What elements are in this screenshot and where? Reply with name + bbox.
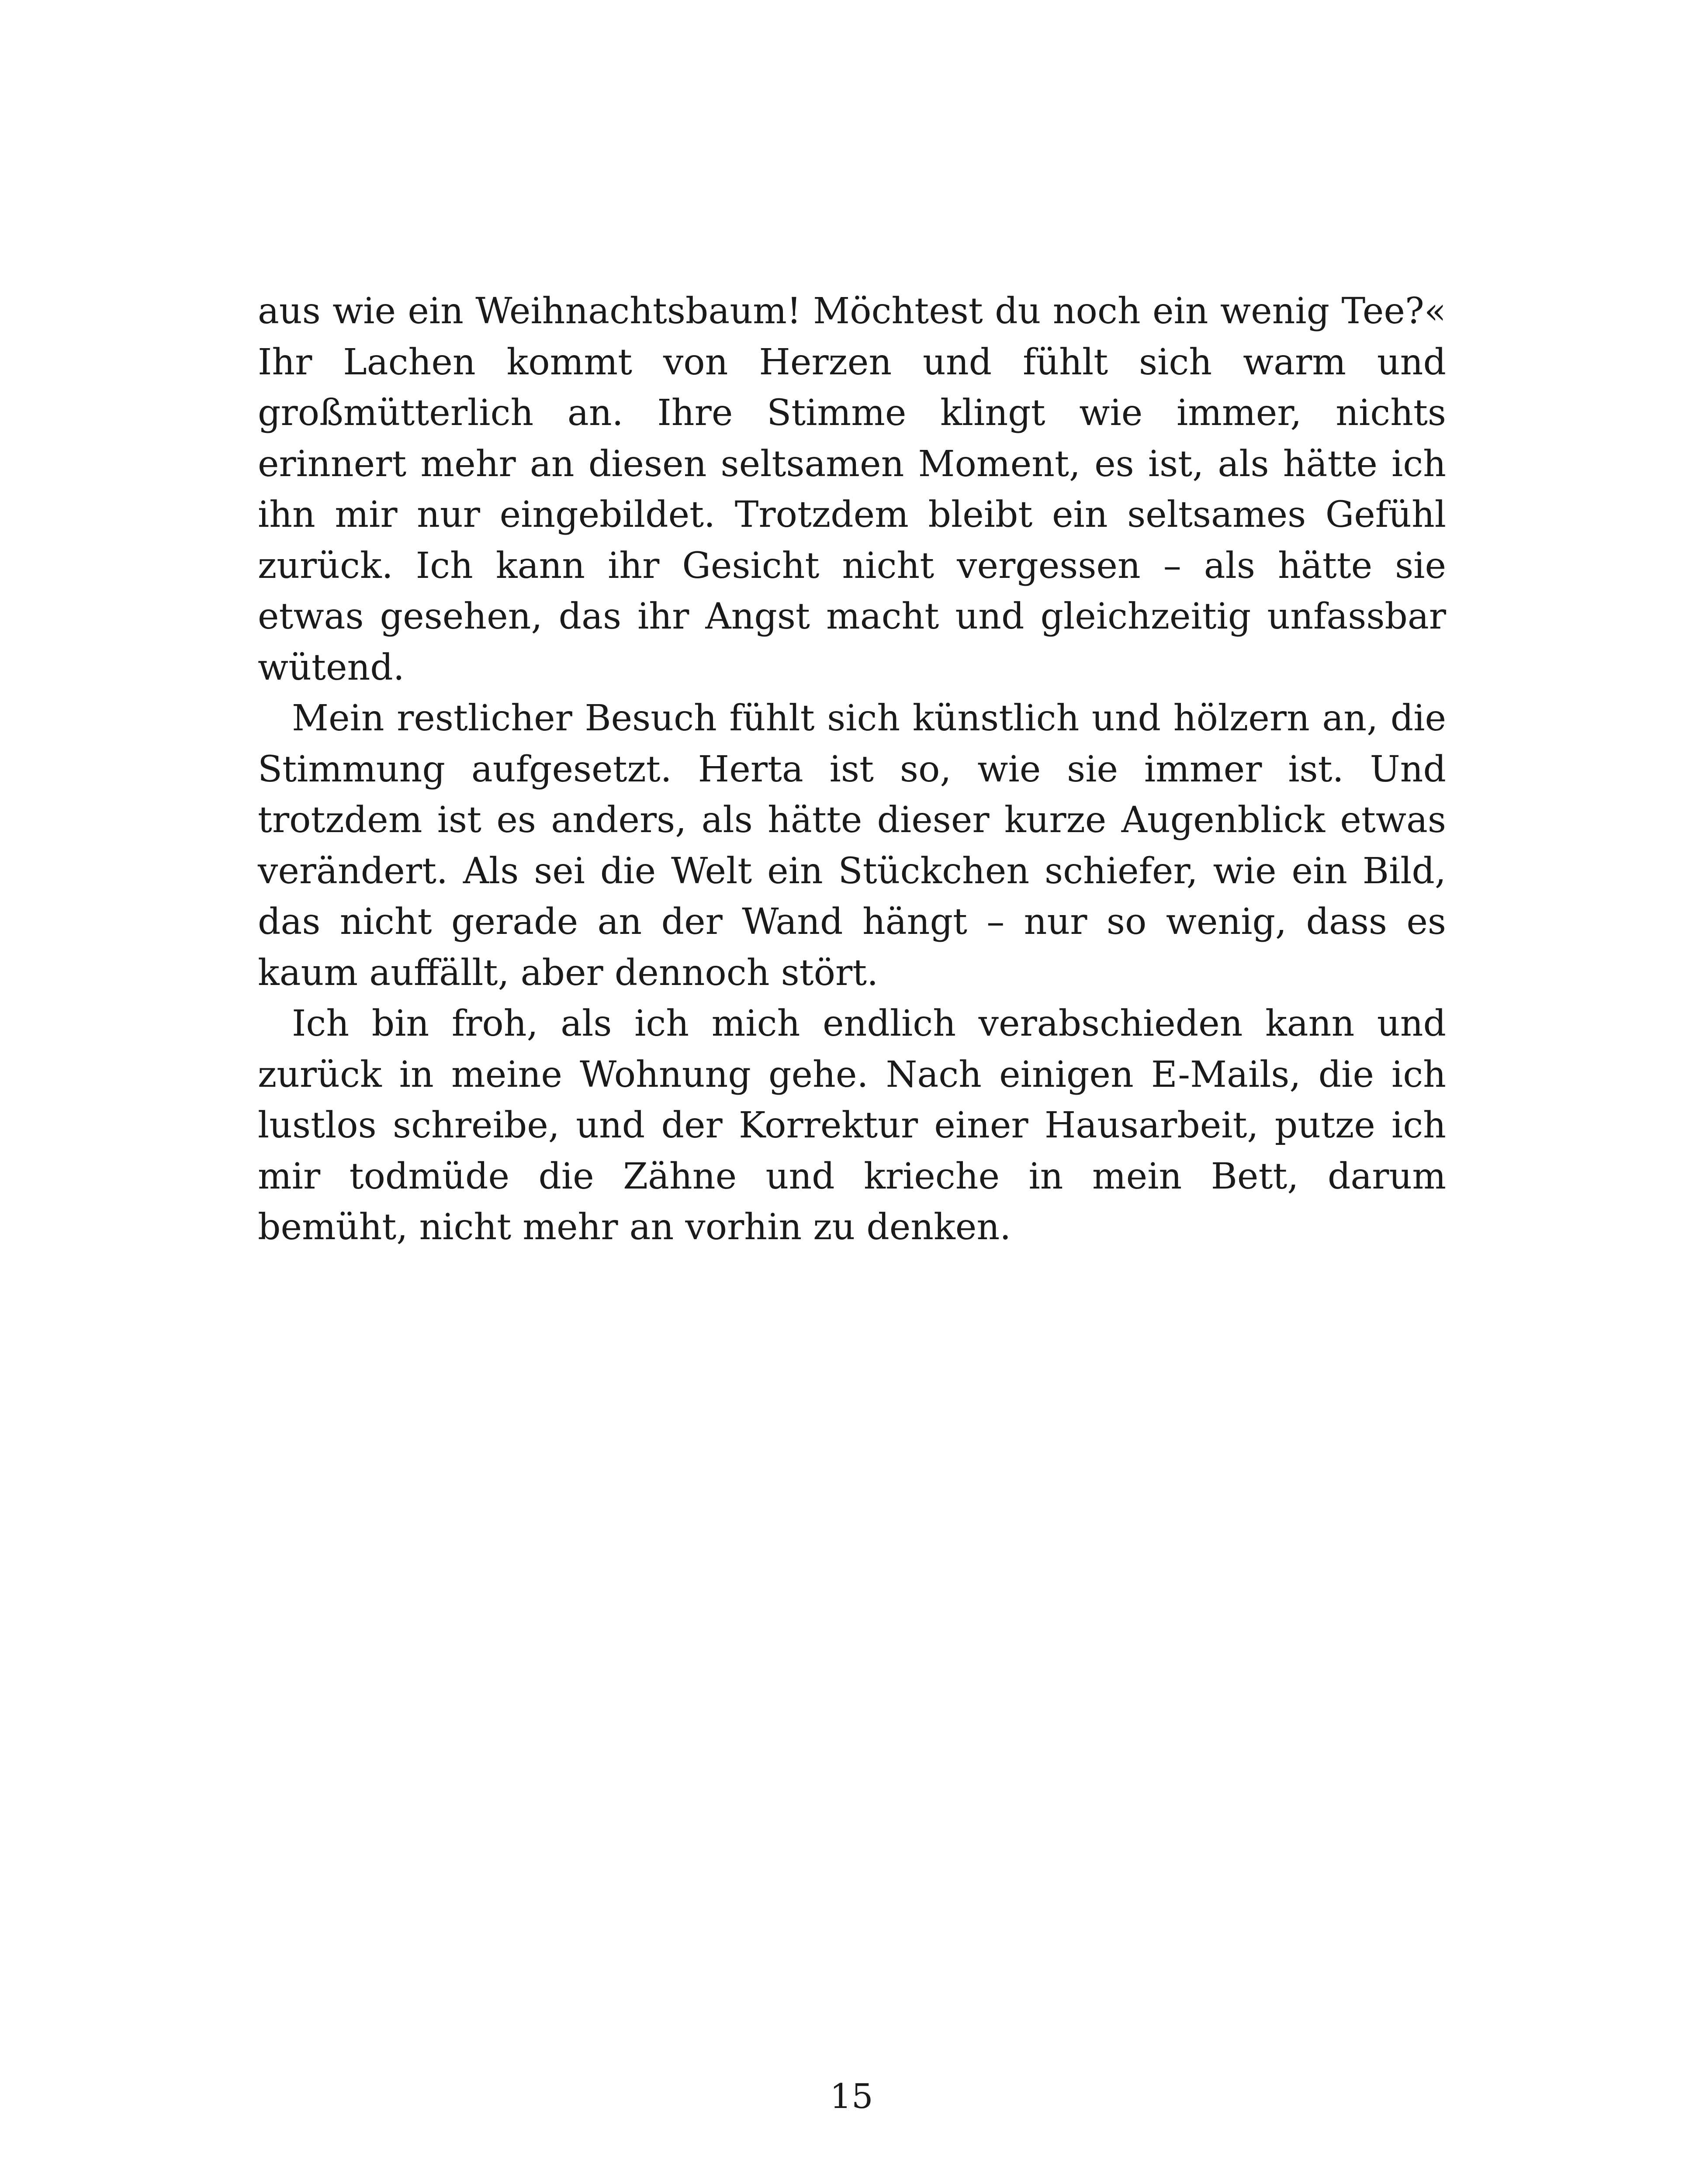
page-number: 15 [830,2077,873,2116]
paragraph-1: aus wie ein Weihnachtsbaum! Möchtest du noch ein wenig Tee?« Ihr Lachen kommt von Herzen und fühlt sich warm und großmütterlich an. Ihre Stimme klingt wie immer, nichts erinnert mehr an diesen seltsamen Moment, es ist, als hätte ich ihn mir nur eingebildet. Trotzdem bleibt ein seltsames Gefühl zurück. Ich kann ihr Gesicht nicht vergessen – als hätte sie etwas gesehen, das ihr Angst macht und gleichzeitig unfassbar wütend. [258,290,1446,688]
body-text [258,286,1446,1253]
paragraph-3: Ich bin froh, als ich mich endlich verabschieden kann und zurück in meine Wohnung gehe. Nach einigen E-Mails, die ich lustlos schreibe, und der Korrektur einer Hausarbeit, putze ich mir todmüde die Zähne und krieche in mein Bett, darum bemüht, nicht mehr an vorhin zu denken. [258,1003,1446,1248]
paragraph-2: Mein restlicher Besuch fühlt sich künstlich und hölzern an, die Stimmung aufgesetzt. Herta ist so, wie sie immer ist. Und trotzdem ist es anders, als hätte dieser kurze Augenblick etwas verändert. Als sei die Welt ein Stückchen schiefer, wie ein Bild, das nicht gerade an der Wand hängt – nur so wenig, dass es kaum auffällt, aber dennoch stört. [258,698,1446,994]
